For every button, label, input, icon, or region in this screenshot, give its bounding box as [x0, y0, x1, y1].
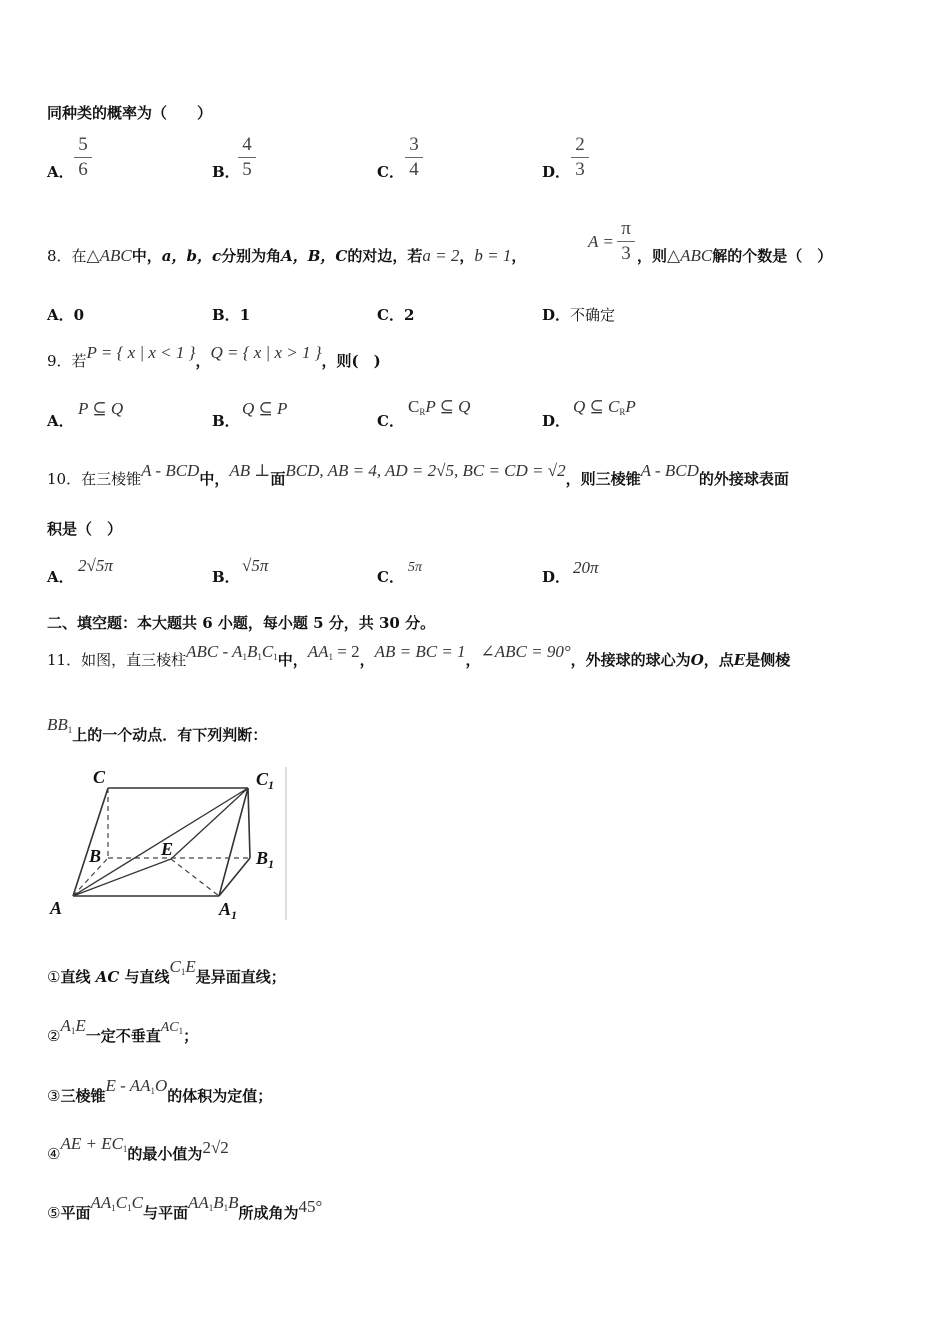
- q7-option-b-label: B．: [212, 163, 240, 181]
- q9-option-c-expr: $C_RP$ ⊆ Q: [408, 397, 471, 417]
- label-e: E: [161, 839, 174, 859]
- statement-2: $②A_1E$一定不垂直$AC_1$；: [47, 1016, 199, 1045]
- q8-angle-fraction: π 3: [617, 218, 635, 265]
- q7-option-d-label: D．: [542, 163, 571, 181]
- q10-option-a-label: A．: [47, 568, 74, 586]
- section-2-heading: 二、填空题：本大题共 6 小题，每小题 5 分，共 30 分。: [47, 614, 436, 632]
- statement-1: ①直线 AC 与直线$C_1E$是异面直线；: [47, 957, 286, 986]
- q8-option-a: A．0: [47, 306, 85, 324]
- q9-option-a-label: A．: [47, 412, 74, 430]
- q10-option-b-expr: √5π: [242, 556, 269, 575]
- q10-stem-line2: 积是（ ）: [47, 520, 123, 538]
- label-c1: $C_1$: [256, 769, 275, 792]
- q10-option-d-expr: 20π: [573, 558, 599, 577]
- prism-figure: [45, 762, 295, 922]
- q10-option-c-expr: 5π: [408, 560, 423, 575]
- edge-c1b1: [248, 788, 250, 858]
- q7-option-a-fraction: 5 6: [74, 134, 92, 181]
- q9-option-d-expr: Q ⊆ $C_RP$: [573, 397, 636, 417]
- q10-option-a-expr: 2√5π: [78, 556, 113, 575]
- q8-option-c: C．2: [377, 306, 415, 324]
- q7-option-b-fraction: 4 5: [238, 134, 256, 181]
- statement-5: ⑤平面$AA_1C_1C$与平面$AA_1B_1B$所成角为45°: [47, 1193, 323, 1222]
- q10-option-d-label: D．: [542, 568, 571, 586]
- q9-option-a-expr: P ⊆ Q: [78, 399, 124, 418]
- q8-option-d: D．不确定: [542, 306, 616, 324]
- q10-option-c-label: C．: [377, 568, 404, 586]
- statement-3: ③三棱锥E - $AA_1O$的体积为定值；: [47, 1076, 273, 1105]
- edge-ea1: [171, 859, 219, 896]
- q7-option-a-label: A．: [47, 163, 74, 181]
- q8-stem-end: ，则△ABC解的个数是（ ）: [637, 246, 833, 265]
- q9-option-c-label: C．: [377, 412, 404, 430]
- q11-stem: 11．如图，直三棱柱ABC - $A_1B_1C_1$中，$AA_1 = 2$，AB = BC = 1，∠ABC = 90°，外接球的球心为O，点E是侧棱: [47, 642, 791, 669]
- q10-option-b-label: B．: [212, 568, 240, 586]
- q9-stem: 9．若P = { x | x < 1 }，Q = { x | x > 1 }，则( ): [47, 343, 381, 370]
- q9-option-d-label: D．: [542, 412, 571, 430]
- q7-option-d-fraction: 2 3: [571, 134, 589, 181]
- edge-ae: [73, 859, 171, 896]
- q8-option-b: B．1: [212, 306, 251, 324]
- label-b1: $B_1$: [256, 848, 275, 871]
- edge-a1c1: [219, 788, 248, 896]
- label-a: A: [50, 898, 63, 918]
- q8-angle-lhs: A =: [588, 232, 614, 251]
- q7-option-c-label: C．: [377, 163, 404, 181]
- label-a1: $A_1$: [219, 899, 238, 922]
- label-b: B: [89, 846, 102, 866]
- q8-stem: 8．在△ABC中，a，b，c分别为角A，B，C的对边，若a = 2，b = 1，: [47, 246, 527, 265]
- label-c: C: [93, 767, 106, 787]
- edge-ec1: [171, 788, 248, 859]
- edge-ac: [73, 788, 108, 896]
- statement-4: ④AE + $EC_1$的最小值为2√2: [47, 1134, 229, 1163]
- q9-option-b-label: B．: [212, 412, 240, 430]
- q10-stem: 10．在三棱锥A - BCD中，AB ⊥面BCD, AB = 4, AD = 2√5, BC = CD = √2，则三棱锥A - BCD的外接球表面: [47, 461, 789, 488]
- q11-stem-line2: $BB_1$上的一个动点．有下列判断：: [47, 715, 268, 744]
- q9-option-b-expr: Q ⊆ P: [242, 399, 288, 418]
- q7-option-c-fraction: 3 4: [405, 134, 423, 181]
- q7-stem: 同种类的概率为（ ）: [47, 104, 213, 122]
